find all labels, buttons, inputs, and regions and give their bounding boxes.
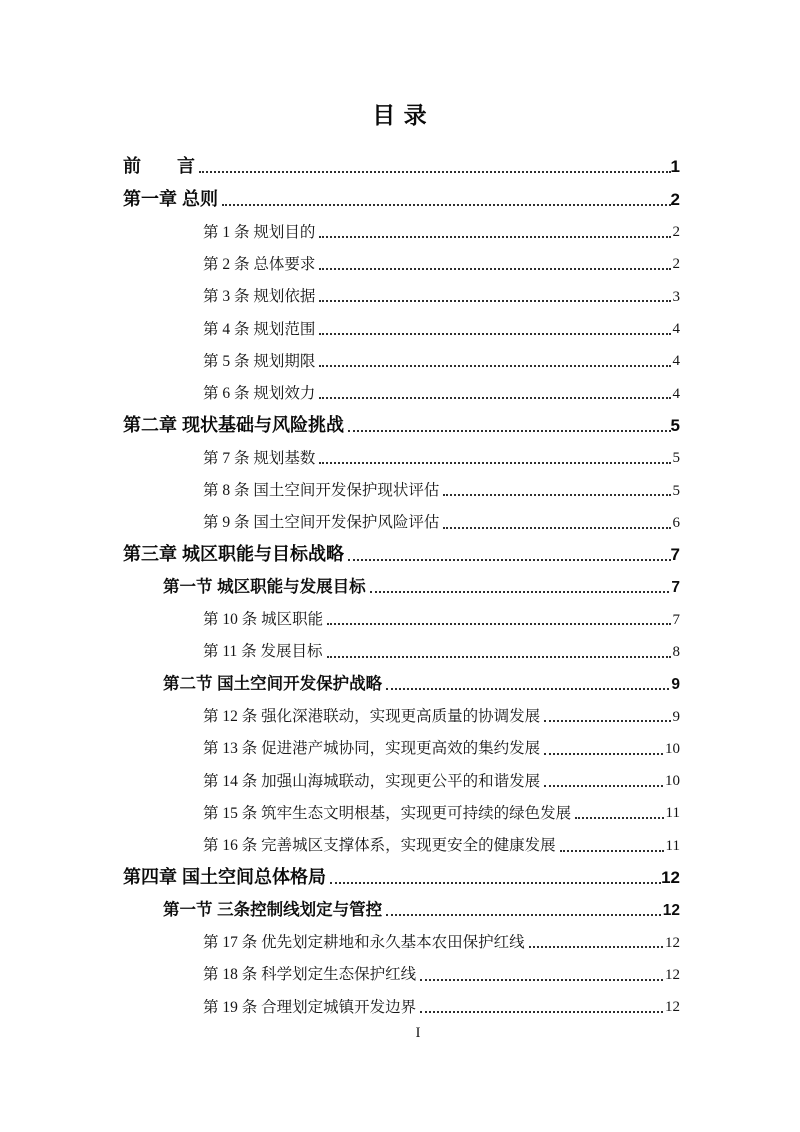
dot-leader: [575, 817, 663, 819]
toc-entry[interactable]: [123, 693, 680, 725]
toc-entry-page-number: 10: [665, 773, 680, 790]
toc-entry-page-number: 1: [670, 157, 680, 177]
toc-entry-label: 第 9 条 国土空间开发保护风险评估: [203, 514, 440, 532]
toc-entry-label: 第 16 条 完善城区支撑体系，实现更安全的健康发展: [203, 837, 556, 855]
toc-entry-label: 第 1 条 规划目的: [203, 223, 316, 241]
toc-entry-label: 第 11 条 发展目标: [203, 643, 323, 661]
toc-entry[interactable]: [123, 305, 680, 337]
toc-entry-label: 第 17 条 优先划定耕地和永久基本农田保护红线: [203, 934, 525, 952]
footer-page-number: I: [415, 1025, 421, 1041]
toc-entry[interactable]: [123, 144, 680, 176]
toc-entry-label: 第 12 条 强化深港联动，实现更高质量的协调发展: [203, 708, 541, 726]
toc-entry-label: 第 13 条 促进港产城协同，实现更高效的集约发展: [203, 740, 541, 758]
dot-leader: [199, 171, 671, 173]
dot-leader: [319, 268, 670, 270]
toc-entry-label: 第 4 条 规划范围: [203, 320, 316, 338]
toc-entry-label: 前 言: [123, 156, 195, 177]
toc-entry-page-number: 12: [665, 999, 680, 1016]
toc-entry-label: 第 6 条 规划效力: [203, 385, 316, 403]
dot-leader: [348, 559, 671, 561]
toc-entry-page-number: 4: [672, 321, 680, 338]
toc-entry[interactable]: [123, 951, 680, 983]
page-title: 目 录: [372, 102, 428, 128]
toc-entry[interactable]: [123, 435, 680, 467]
dot-leader: [319, 365, 670, 367]
toc-entry-page-number: 12: [662, 901, 680, 919]
toc-entry-label: 第一章 总则: [123, 188, 219, 209]
toc-entry-label: 第 8 条 国土空间开发保护现状评估: [203, 482, 440, 499]
toc-entry-label: 第 14 条 加强山海城联动，实现更公平的和谐发展: [203, 772, 541, 790]
toc-entry-page-number: 10: [665, 740, 680, 757]
toc-entry-page-number: 4: [672, 385, 680, 402]
toc-entry-page-number: 2: [670, 189, 680, 209]
toc-entry-label: 第一节 城区职能与发展目标: [163, 577, 366, 596]
toc-entry-label: 第一节 三条控制线划定与管控: [163, 900, 383, 919]
toc-entry[interactable]: [123, 273, 680, 305]
dot-leader: [544, 785, 663, 787]
toc-entry-label: 第二节 国土空间开发保护战略: [163, 674, 383, 693]
toc-entry[interactable]: [123, 176, 680, 208]
dot-leader: [560, 850, 664, 852]
toc-entry-label: 第三章 城区职能与目标战略: [123, 543, 344, 564]
toc-entry[interactable]: [123, 402, 680, 434]
toc-entry[interactable]: [123, 758, 680, 790]
toc-entry[interactable]: [123, 338, 680, 370]
dot-leader: [327, 656, 671, 658]
toc-entry-label: 第二章 现状基础与风险挑战: [123, 414, 344, 435]
dot-leader: [327, 623, 670, 625]
dot-leader: [443, 527, 670, 529]
dot-leader: [330, 882, 661, 884]
toc-entry-page-number: 5: [672, 482, 680, 499]
toc-entry[interactable]: [123, 596, 680, 628]
toc-entry[interactable]: [123, 855, 680, 887]
dot-leader: [443, 494, 670, 496]
toc-entry-page-number: 2: [672, 256, 680, 273]
toc-entry-page-number: 4: [672, 353, 680, 370]
toc-entry-label: 第 19 条 合理划定城镇开发边界: [203, 998, 417, 1016]
dot-leader: [386, 688, 669, 690]
toc-entry[interactable]: [123, 467, 680, 499]
toc-entry-label: 第 15 条 筑牢生态文明根基，实现更可持续的绿色发展: [203, 804, 572, 822]
dot-leader: [529, 946, 663, 948]
toc-entry[interactable]: [123, 370, 680, 402]
toc-entry-page-number: 3: [672, 288, 680, 305]
toc-entry-page-number: 7: [671, 578, 680, 596]
toc-entry[interactable]: [123, 790, 680, 822]
toc-entry[interactable]: [123, 241, 680, 273]
toc-entry[interactable]: [123, 919, 680, 951]
toc-entry-label: 第 2 条 总体要求: [203, 255, 316, 273]
toc-entry-page-number: 5: [670, 415, 680, 435]
toc-entry-label: 第四章 国土空间总体格局: [123, 866, 326, 887]
toc-entry[interactable]: [123, 499, 680, 531]
toc-entry-page-number: 7: [670, 545, 680, 565]
dot-leader: [544, 753, 663, 755]
toc-entry-page-number: 11: [665, 837, 680, 854]
toc-entry-label: 第 10 条 城区职能: [203, 611, 324, 629]
toc-entry-label: 第 3 条 规划依据: [203, 288, 316, 306]
toc-entry[interactable]: [123, 725, 680, 757]
toc-entry-page-number: 7: [672, 611, 680, 628]
dot-leader: [544, 720, 670, 722]
dot-leader: [348, 430, 671, 432]
dot-leader: [319, 462, 670, 464]
dot-leader: [319, 397, 670, 399]
toc-entry-page-number: 11: [665, 805, 680, 822]
toc-entry[interactable]: [123, 564, 680, 596]
toc-entry[interactable]: [123, 628, 680, 660]
dot-leader: [420, 1011, 663, 1013]
toc-entry-page-number: 12: [661, 867, 680, 887]
toc-entry[interactable]: [123, 661, 680, 693]
dot-leader: [319, 333, 670, 335]
dot-leader: [420, 979, 663, 981]
toc-entry-page-number: 9: [671, 675, 680, 693]
toc-entry-label: 第 5 条 规划期限: [203, 352, 316, 370]
toc-entry-label: 第 7 条 规划基数: [203, 449, 316, 467]
toc-entry-page-number: 6: [672, 514, 680, 531]
toc-entry[interactable]: [123, 984, 680, 1016]
toc-entry[interactable]: [123, 209, 680, 241]
toc-entry-page-number: 12: [665, 934, 680, 951]
dot-leader: [370, 591, 670, 593]
dot-leader: [386, 914, 661, 916]
toc-entry-page-number: 12: [665, 966, 680, 983]
table-of-contents: [123, 144, 680, 1016]
toc-entry[interactable]: [123, 822, 680, 854]
toc-entry-page-number: 9: [672, 708, 680, 725]
dot-leader: [222, 204, 671, 206]
toc-entry-page-number: 2: [672, 224, 680, 241]
toc-entry-label: 第 18 条 科学划定生态保护红线: [203, 966, 417, 984]
toc-entry[interactable]: [123, 532, 680, 564]
toc-entry-page-number: 8: [672, 644, 680, 660]
toc-entry-page-number: 5: [672, 450, 680, 467]
dot-leader: [319, 236, 670, 238]
dot-leader: [319, 300, 670, 302]
toc-entry[interactable]: [123, 887, 680, 919]
